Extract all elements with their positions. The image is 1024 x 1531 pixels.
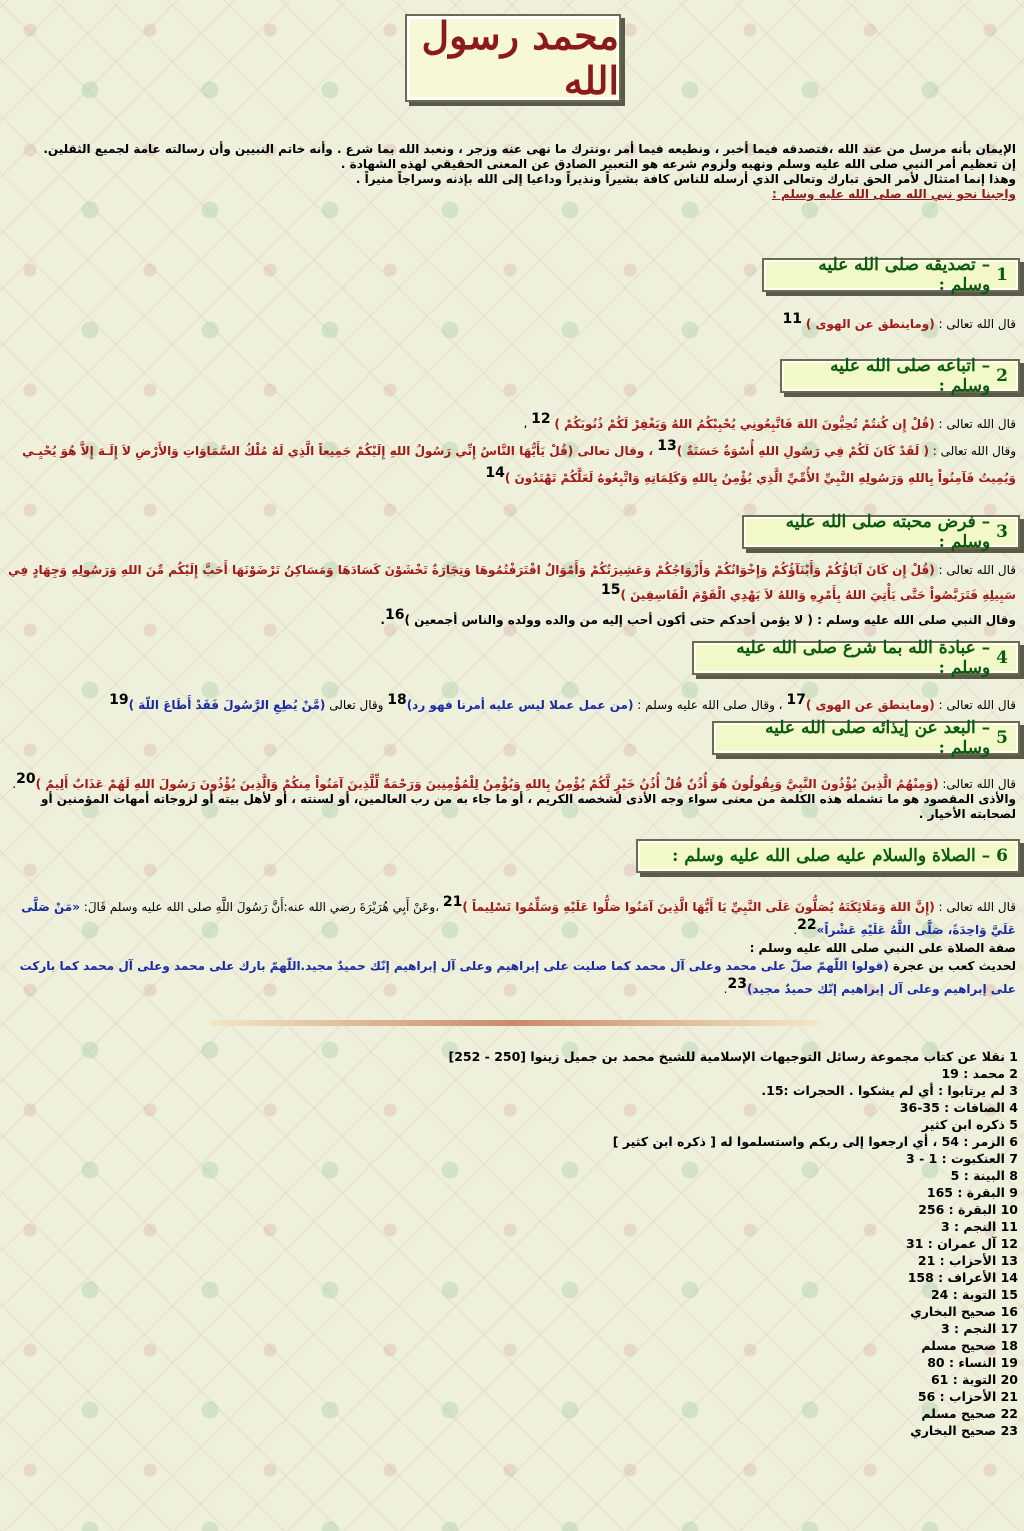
section-heading-3 <box>742 512 1020 552</box>
section-number: 5 <box>996 728 1008 748</box>
page-title: محمد رسول الله <box>421 13 619 103</box>
hadith-quote: «مَنْ صَلَّى عَلَيَّ وَاحِدَةً، صَلَّى اللَّهُ عَلَيْهِ عَشْراً» <box>21 900 1016 937</box>
text-prefix: قال الله تعالى : <box>934 900 1016 914</box>
footnote-item: 1 نقلا عن كتاب مجموعة رسائل التوجيهات الإسلامية للشيخ محمد بن جميل زينوا [250 - 252] <box>448 1049 1018 1064</box>
footnote-item: 11 النجم : 3 <box>940 1219 1018 1234</box>
footnote-item: 5 ذكره ابن كثير <box>921 1117 1018 1132</box>
text-suffix: ، وقال صلى الله عليه وسلم : <box>633 698 787 712</box>
quran-quote: (قُلْ إِن كَانَ آبَاؤُكُمْ وَأَبْنَآؤُكُمْ وَإِخْوَانُكُمْ وَأَزْوَاجُكُمْ وَعَشِيرَتُكُمْ وَأَمْوَالٌ اقْتَرَفْتُمُوهَا وَتِجَارَةٌ تَخْشَوْنَ كَسَادَهَا وَمَسَاكِنُ تَرْضَوْنَهَا أَحَبَّ إِلَيْكُم مِّنَ اللهِ وَرَسُولِهِ وَجِهَادٍ فِي سَبِيلِهِ فَتَرَبَّصُواْ حَتَّى يَأْتِيَ اللهُ بِأَمْرِهِ وَاللهُ لاَ يَهْدِي الْقَوْمَ الْفَاسِقِينَ ) <box>8 563 1016 602</box>
section-3-text <box>8 560 1016 630</box>
footnote-item: 4 الصافات : 35-36 <box>899 1100 1018 1115</box>
footnote-item: 14 الأعراف : 158 <box>907 1270 1018 1285</box>
text-prefix: قال الله تعالى : <box>934 698 1016 712</box>
footnote-ref[interactable]: 18 <box>387 692 407 708</box>
section-number: 2 <box>996 366 1008 386</box>
section-heading-1 <box>762 255 1020 295</box>
footnote-item: 15 التوبة : 24 <box>930 1287 1018 1302</box>
text-prefix: وقال الله تعالى : <box>928 444 1016 458</box>
footnote-ref[interactable]: 13 <box>657 438 677 454</box>
footnote-item: 19 النساء : 80 <box>927 1355 1018 1370</box>
hadith-quote: (من عمل عملا ليس عليه أمرنا فهو رد) <box>406 698 634 712</box>
text-suffix: . <box>380 613 385 627</box>
footnote-item: 23 صحيح البخاري <box>910 1423 1018 1438</box>
section-4-text <box>8 693 1016 713</box>
text-suffix: ،وعَنْ أَبِي هُرَيْرَةَ رضي الله عنه:أَنَّ رَسُولَ اللَّهِ صلى الله عليه وسلم قَالَ: <box>79 900 443 914</box>
text-suffix: ، <box>523 417 532 431</box>
section-heading-2 <box>780 356 1020 396</box>
footnote-ref[interactable]: 23 <box>727 976 747 992</box>
text-prefix: قال الله تعالى : <box>934 563 1016 577</box>
footnote-item: 18 صحيح مسلم <box>921 1338 1018 1353</box>
section-title: – تصديقه صلى الله عليه وسلم : <box>818 255 991 295</box>
intro-duty-line: واجبنا نحو نبي الله صلى الله عليه وسلم : <box>771 187 1016 201</box>
section-title: – البعد عن إيذائه صلى الله عليه وسلم : <box>765 718 991 758</box>
section-heading-6 <box>636 839 1020 873</box>
text-prefix: قال الله تعالى : <box>934 317 1016 331</box>
footnote-item: 2 محمد : 19 <box>941 1066 1018 1081</box>
text-prefix: قال الله تعالى : <box>934 417 1016 431</box>
text-prefix: وقال النبي صلى الله عليه وسلم : <box>817 613 1016 627</box>
footnote-item: 7 العنكبوت : 1 - 3 <box>906 1151 1018 1166</box>
intro-line: الإيمان بأنه مرسل من عند الله ،فتصدقه فيما أخبر ، ونطيعه فيما أمر ،ونترك ما نهى عنه وزجر ، ونعبد الله بما شرع . وأنه خاتم النبيين وأن رسالته عامة لجميع الثقلين. <box>43 142 1016 156</box>
section-number: 3 <box>996 522 1008 542</box>
footnote-item: 9 البقرة : 165 <box>926 1185 1018 1200</box>
footnote-item: 12 آل عمران : 31 <box>906 1236 1018 1251</box>
intro-block <box>8 142 1016 202</box>
footnote-ref[interactable]: 21 <box>442 894 463 910</box>
quran-quote: (وَمِنْهُمُ الَّذِينَ يُؤْذُونَ النَّبِيَّ وَيِقُولُونَ هُوَ أُذُنٌ قُلْ أُذُنُ خَيْرٍ لَّكُمْ يُؤْمِنُ بِاللهِ وَيُؤْمِنُ لِلْمُؤْمِنِينَ وَرَحْمَةٌ لِّلَّذِينَ آمَنُواْ مِنكُمْ وَالَّذِينَ يُؤْذُونَ رَسُولَ اللهِ لَهُمْ عَذَابٌ أَلِيمٌ ) <box>35 777 939 791</box>
intro-line: وهذا إنما امتثال لأمر الحق تبارك وتعالى الذي أرسله للناس كافة بشيراً ونذيراً وداعيا إلى الله بإذنه وسراجاً منيراً . <box>355 172 1016 186</box>
section-title: – فرض محبته صلى الله عليه وسلم : <box>785 512 991 552</box>
hadith-quote: ( لا يؤمن أحدكم حتى أكون أحب إليه من والده وولده والناس أجمعين ) <box>404 613 818 627</box>
footnote-ref[interactable]: 22 <box>797 917 817 933</box>
quran-quote: (إِنَّ اللهَ وَمَلَائِكَتَهُ يُصَلُّونَ عَلَى النَّبِيِّ يَا أَيُّهَا الَّذِينَ آمَنُوا صَلُّوا عَلَيْهِ وَسَلِّمُوا تَسْلِيماً ) <box>462 900 935 914</box>
footnote-ref[interactable]: 12 <box>531 411 551 427</box>
page-title-box <box>405 14 621 102</box>
footnote-ref[interactable]: 20 <box>16 771 36 787</box>
quran-quote: (مَّنْ يُطِعِ الرَّسُولَ فَقَدْ أَطَاعَ اللّهَ ) <box>128 698 326 712</box>
quran-quote: ( لَقَدْ كَانَ لَكُمْ فِي رَسُولِ اللهِ أُسْوَةٌ حَسَنَةٌ ) <box>676 444 929 458</box>
intro-line: إن تعظيم أمر النبي صلى الله عليه وسلم ونهيه ولزوم شرعه هو التعبير الصادق عن المعنى الحقيقي لهذه الشهادة . <box>340 157 1016 171</box>
text-suffix: . <box>723 982 728 996</box>
footnote-item: 21 الأحزاب : 56 <box>917 1389 1018 1404</box>
footnote-item: 20 التوبة : 61 <box>930 1372 1018 1387</box>
footnote-ref[interactable]: 16 <box>384 607 405 623</box>
section-1-text <box>8 312 1016 332</box>
section-number: 4 <box>996 648 1008 668</box>
footnote-item: 13 الأحزاب : 21 <box>917 1253 1018 1268</box>
section-number: 1 <box>996 265 1008 285</box>
footnote-ref[interactable]: 14 <box>485 465 505 481</box>
section-number: 6 <box>996 846 1008 866</box>
text-suffix: وقال تعالى <box>325 698 388 712</box>
footnote-item: 8 البينة : 5 <box>950 1168 1018 1183</box>
section-6-text <box>8 893 1016 998</box>
section-heading-5 <box>712 718 1020 758</box>
subheading-text: صفة الصلاة على النبي صلى الله عليه وسلم : <box>749 941 1016 955</box>
footnote-item: 10 البقرة : 256 <box>918 1202 1018 1217</box>
quran-quote: (قُلْ إِن كُنتُمْ تُحِبُّونَ اللهَ فَاتَّبِعُونِي يُحْبِبْكُمُ اللهُ وَيَغْفِرْ لَكُمْ ذُنُوبَكُمْ ) <box>554 417 935 431</box>
text-prefix: قال الله تعالى: <box>938 777 1016 791</box>
footnote-ref[interactable]: 17 <box>786 692 806 708</box>
footnote-item: 3 لم يرتابوا : أي لم يشكوا . الحجرات :15. <box>761 1083 1018 1098</box>
quran-quote: (وماينطق عن الهوى ) <box>805 698 935 712</box>
footnote-item: 22 صحيح مسلم <box>921 1406 1018 1421</box>
section-5-text <box>8 772 1016 822</box>
section-title: – عبادة الله بما شرع صلى الله عليه وسلم : <box>736 638 991 678</box>
section-title: – الصلاة والسلام عليه صلى الله عليه وسلم : <box>672 846 991 866</box>
section-2-text <box>8 408 1016 489</box>
explanation-text: والأذى المقصود هو ما تشمله هذه الكلمة من معنى سواء وجه الأذى لشخصه الكريم ، أو ما جاء به من رب العالمين، أو لسنته ، أو لأهل بيته أو لزوجاته أمهات المؤمنين أو لصحابته الأخيار . <box>41 792 1016 821</box>
quran-quote: (وماينطق عن الهوى ) <box>805 317 935 331</box>
footnote-item: 16 صحيح البخاري <box>910 1304 1018 1319</box>
footnotes-list <box>448 1048 1018 1439</box>
footnote-ref[interactable]: 19 <box>109 692 129 708</box>
separator-line <box>210 1020 818 1026</box>
hadith-quote: (قولوا اللّهمّ صلّ على محمد وعلى آل محمد كما صليت على إبراهيم وعلى آل إبراهيم إنّك حميدٌ مجيد.اللّهمّ بارك على محمد وعلى آل محمد كما باركت على إبراهيم وعلى آل إبراهيم إنّك حميدٌ مجيد) <box>19 959 1016 996</box>
section-title: – اتباعه صلى الله عليه وسلم : <box>830 356 991 396</box>
footnote-ref[interactable]: 11 <box>782 311 803 327</box>
footnote-item: 6 الزمر : 54 ، أي ارجعوا إلى ربكم واستسلموا له [ ذكره ابن كثير ] <box>612 1134 1018 1149</box>
section-heading-4 <box>692 638 1020 678</box>
footnote-ref[interactable]: 15 <box>600 582 621 598</box>
text-suffix: . <box>793 923 798 937</box>
text-prefix: لحديث كعب بن عجرة <box>888 959 1016 973</box>
quran-quote: ، وقال تعالى (قُلْ يَأَيُّهَا النَّاسُ إِنِّي رَسُولُ اللهِ إِلَيْكُمْ جَمِيعاً الَّذِي لَهُ مُلْكُ السَّمَاوَاتِ وَالأَرْضِ لاَ إِلَـهَ إِلاَّ هُوَ يُحْيِـي وَيُمِيتُ فَآمِنُواْ بِاللهِ وَرَسُولِهِ النَّبِيِّ الأُمِّيِّ الَّذِي يُؤْمِنُ بِاللهِ وَكَلِمَاتِهِ وَاتَّبِعُوهُ لَعَلَّكُمْ تَهْتَدُونَ ) <box>22 444 1016 485</box>
text-suffix: . <box>12 777 17 791</box>
footnote-item: 17 النجم : 3 <box>940 1321 1018 1336</box>
